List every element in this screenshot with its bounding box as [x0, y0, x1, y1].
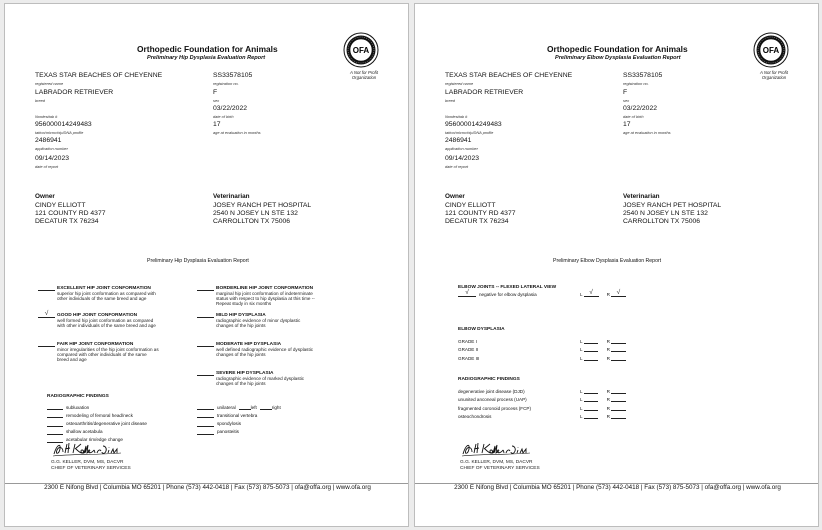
age: 17: [213, 121, 221, 128]
org-title: Orthopedic Foundation for Animals: [547, 44, 688, 54]
grade-row: [458, 344, 626, 353]
check-mark-icon: √: [44, 309, 49, 317]
option-desc: marginal hip joint conformation of indeterminate: [216, 291, 313, 296]
breed: LABRADOR RETRIEVER: [445, 89, 524, 96]
vet-heading: Veterinarian: [213, 193, 250, 200]
option-borderline: [197, 286, 315, 306]
application-caption: application number: [35, 146, 68, 151]
sex: F: [623, 89, 628, 96]
right-label: R: [606, 414, 610, 419]
date-of-birth: 03/22/2022: [623, 105, 658, 112]
owner-address1: 121 COUNTY RD 4377: [35, 210, 106, 217]
findings-left: [47, 402, 147, 443]
vet-name: JOSEY RANCH PET HOSPITAL: [213, 202, 312, 209]
vet-address1: 2540 N JOSEY LN STE 132: [623, 210, 708, 217]
registered-name: TEXAS STAR BEACHES OF CHEYENNE: [35, 72, 163, 79]
option-desc: status with respect to hip dysplasia at this time --: [216, 296, 315, 302]
dysplasia-title: ELBOW DYSPLASIA: [458, 327, 505, 332]
registered-name-caption: registered name: [35, 81, 64, 86]
finding-item: subluxation: [66, 404, 90, 410]
right-label: R: [606, 405, 610, 411]
footer-contact: 2300 E Nifong Blvd | Columbia MO 65201 | Phone (573) 442-0418 | Fax (573) 875-5073 | ofa@offa.org | www.ofa.org: [44, 484, 371, 491]
report-date-caption: date of report: [35, 164, 59, 169]
option-checkbox: [197, 313, 214, 318]
right-label: R: [606, 355, 610, 361]
date-of-birth: 03/22/2022: [213, 105, 248, 112]
owner-name: CINDY ELLIOTT: [35, 202, 86, 209]
microchip-caption: tattoo/microchip/DNA profile: [445, 130, 494, 135]
footer-contact: 2300 E Nifong Blvd | Columbia MO 65201 | Phone (573) 442-0418 | Fax (573) 875-5073 | ofa@offa.org | www.ofa.org: [454, 484, 781, 491]
option-desc: minor irregularities of the hip joint conformation as: [57, 347, 159, 352]
option-desc: well defined radiographic evidence of dysplastic: [216, 347, 314, 352]
not-for-profit: A Not for Profit Organization: [349, 70, 379, 80]
sex-caption: sex: [213, 98, 220, 103]
registration-no: SS33578105: [623, 72, 663, 79]
finding-item: ununited anconeal process (UAP): [458, 397, 527, 402]
sex: F: [213, 89, 218, 96]
right-label: R: [606, 397, 610, 402]
section-title: Preliminary Elbow Dysplasia Evaluation Report: [553, 258, 662, 264]
finding-item: left: [250, 404, 257, 410]
grade-label: GRADE II: [458, 347, 479, 352]
option-checkbox: [38, 342, 55, 347]
grade-row: [458, 335, 626, 344]
left-label: L: [580, 292, 583, 297]
check-mark-icon: √: [589, 288, 593, 296]
option-desc: Repeat study in six months: [216, 301, 272, 307]
finding-row: [458, 394, 626, 403]
left-label: L: [580, 414, 583, 419]
left-label: L: [580, 397, 583, 402]
finding-item: right: [271, 404, 281, 410]
nordesttab-caption: Nordesttab #: [445, 114, 468, 119]
findings-title: RADIOGRAPHIC FINDINGS: [47, 394, 109, 399]
option-title: GOOD HIP JOINT CONFORMATION: [57, 313, 138, 318]
ofa-logo-icon: [343, 32, 379, 68]
report-date: 09/14/2023: [35, 155, 70, 162]
check-mark-icon: √: [465, 288, 469, 296]
owner-address2: DECATUR TX 76234: [35, 218, 99, 225]
breed: LABRADOR RETRIEVER: [35, 89, 114, 96]
option-desc: superior hip joint conformation as compared with: [57, 291, 156, 296]
right-label: R: [606, 338, 610, 344]
option-title: EXCELLENT HIP JOINT CONFORMATION: [57, 286, 151, 291]
finding-item: fragmented coronoid process (FCP): [458, 405, 532, 411]
owner-address2: DECATUR TX 76234: [445, 218, 509, 225]
report-subtitle: Preliminary Elbow Dysplasia Evaluation Report: [555, 55, 681, 61]
flexed-left-right: [580, 288, 626, 297]
option-desc: changes of the hip joints: [216, 323, 266, 329]
right-label: R: [606, 292, 610, 297]
option-desc: other individuals of the same breed and age: [57, 296, 147, 302]
svg-text:OFA: OFA: [762, 46, 780, 55]
left-label: L: [580, 355, 583, 361]
option-checkbox: [197, 286, 214, 291]
report-date-caption: date of report: [445, 164, 469, 169]
findings-list: [458, 385, 626, 419]
finding-row: [458, 385, 626, 394]
dob-caption: date of birth: [623, 114, 644, 119]
option-desc: well formed hip joint conformation as compared: [57, 318, 154, 323]
registration-no-caption: registration no.: [213, 81, 239, 86]
option-excellent: [38, 286, 156, 301]
vet-name: JOSEY RANCH PET HOSPITAL: [623, 202, 722, 209]
not-for-profit: A Not for Profit Organization: [759, 70, 789, 80]
findings-title: RADIOGRAPHIC FINDINGS: [458, 377, 520, 382]
vet-address2: CARROLLTON TX 75006: [213, 218, 291, 225]
breed-caption: breed: [35, 98, 45, 103]
option-severe: [197, 371, 304, 386]
flexed-row: [458, 288, 537, 297]
finding-item: acetabular rim/edge change: [66, 437, 123, 443]
owner-address1: 121 COUNTY RD 4377: [445, 210, 516, 217]
ofa-logo-icon: [753, 32, 789, 68]
option-moderate: [197, 342, 313, 357]
option-title: BORDERLINE HIP JOINT CONFORMATION: [216, 286, 314, 291]
vet-address1: 2540 N JOSEY LN STE 132: [213, 210, 298, 217]
option-desc: radiographic evidence of marked dysplastic: [216, 376, 305, 381]
finding-item: panosteitis: [217, 429, 239, 435]
left-label: L: [580, 388, 583, 394]
owner-name: CINDY ELLIOTT: [445, 202, 496, 209]
option-desc: changes of the hip joints: [216, 381, 266, 387]
finding-item: degenerative joint disease (DJD): [458, 388, 525, 394]
section-title: Preliminary Hip Dysplasia Evaluation Report: [147, 258, 249, 264]
option-mild: [197, 313, 300, 328]
option-title: FAIR HIP JOINT CONFORMATION: [57, 342, 134, 347]
age-caption: age at evaluation in months: [623, 130, 671, 135]
signer-title: CHIEF OF VETERINARY SERVICES: [460, 466, 540, 471]
age: 17: [623, 121, 631, 128]
grade-label: GRADE I: [458, 338, 477, 344]
finding-item: osteochondrosis: [458, 414, 492, 419]
option-title: MODERATE HIP DYSPLASIA: [216, 342, 282, 347]
nordesttab-caption: Nordesttab #: [35, 114, 58, 119]
signer-title: CHIEF OF VETERINARY SERVICES: [51, 466, 131, 471]
dob-caption: date of birth: [213, 114, 234, 119]
grade-list: [458, 335, 626, 361]
finding-row: [458, 402, 626, 411]
microchip: 956000014249483: [445, 121, 502, 128]
report-subtitle: Preliminary Hip Dysplasia Evaluation Report: [147, 55, 266, 61]
check-mark-icon: √: [616, 288, 621, 296]
finding-row: [458, 411, 626, 420]
sex-caption: sex: [623, 98, 630, 103]
finding-item: remodeling of femoral head/neck: [66, 412, 133, 418]
option-desc: with other individuals of the same breed and age: [57, 323, 156, 329]
option-good: [38, 309, 156, 329]
registered-name-caption: registered name: [445, 81, 474, 86]
finding-item: unilateral: [217, 404, 236, 410]
registration-no-caption: registration no.: [623, 81, 649, 86]
option-fair: [38, 342, 159, 362]
microchip-caption: tattoo/microchip/DNA profile: [35, 130, 84, 135]
registration-no: SS33578105: [213, 72, 253, 79]
org-title: Orthopedic Foundation for Animals: [137, 44, 278, 54]
microchip: 956000014249483: [35, 121, 92, 128]
option-checkbox: [197, 371, 214, 376]
option-title: SEVERE HIP DYSPLASIA: [216, 371, 274, 376]
flexed-title: ELBOW JOINTS -- FLEXED LATERAL VIEW: [458, 285, 557, 290]
signer-name: G.G. KELLER, DVM, MS, DACVR: [51, 460, 124, 465]
option-desc: changes of the hip joints: [216, 352, 266, 358]
grade-label: GRADE III: [458, 355, 480, 361]
left-checkbox: [584, 288, 599, 297]
grade-row: [458, 352, 626, 361]
age-caption: age at evaluation in months: [213, 130, 261, 135]
left-label: L: [580, 338, 583, 344]
application-number: 2486941: [35, 137, 62, 144]
flexed-item: negative for elbow dysplasia: [479, 292, 537, 297]
findings-right: [197, 402, 281, 435]
option-checkbox: [38, 309, 55, 318]
hip-report-page: [4, 3, 409, 527]
flexed-checkbox: [458, 288, 476, 297]
svg-text:OFA: OFA: [352, 46, 370, 55]
right-label: R: [606, 347, 610, 352]
elbow-report-page: [414, 3, 819, 527]
signature-image: [460, 440, 532, 458]
left-label: L: [580, 347, 583, 352]
right-label: R: [606, 388, 610, 394]
application-caption: application number: [445, 146, 478, 151]
left-label: L: [580, 405, 583, 411]
finding-item: transitional vertebra: [217, 412, 258, 418]
signature-image: [51, 437, 123, 458]
option-desc: radiographic evidence of minor dysplastic: [216, 318, 301, 323]
application-number: 2486941: [445, 137, 472, 144]
option-title: MILD HIP DYSPLASIA: [216, 313, 266, 318]
signer-name: G.G. KELLER, DVM, MS, DACVR: [460, 460, 533, 465]
option-desc: compared with other individuals of the same: [57, 352, 147, 358]
registered-name: TEXAS STAR BEACHES OF CHEYENNE: [445, 72, 573, 79]
finding-item: shallow acetabula: [66, 429, 103, 435]
owner-heading: Owner: [35, 193, 55, 200]
breed-caption: breed: [445, 98, 455, 103]
finding-item: osteoarthritis/degenerative joint disease: [66, 420, 147, 426]
option-desc: breed and age: [57, 357, 87, 363]
vet-heading: Veterinarian: [623, 193, 660, 200]
report-date: 09/14/2023: [445, 155, 480, 162]
owner-heading: Owner: [445, 193, 465, 200]
option-checkbox: [197, 342, 214, 347]
option-checkbox: [38, 286, 55, 291]
right-checkbox: [611, 288, 626, 297]
vet-address2: CARROLLTON TX 75006: [623, 218, 701, 225]
finding-item: spondylosis: [217, 420, 242, 426]
